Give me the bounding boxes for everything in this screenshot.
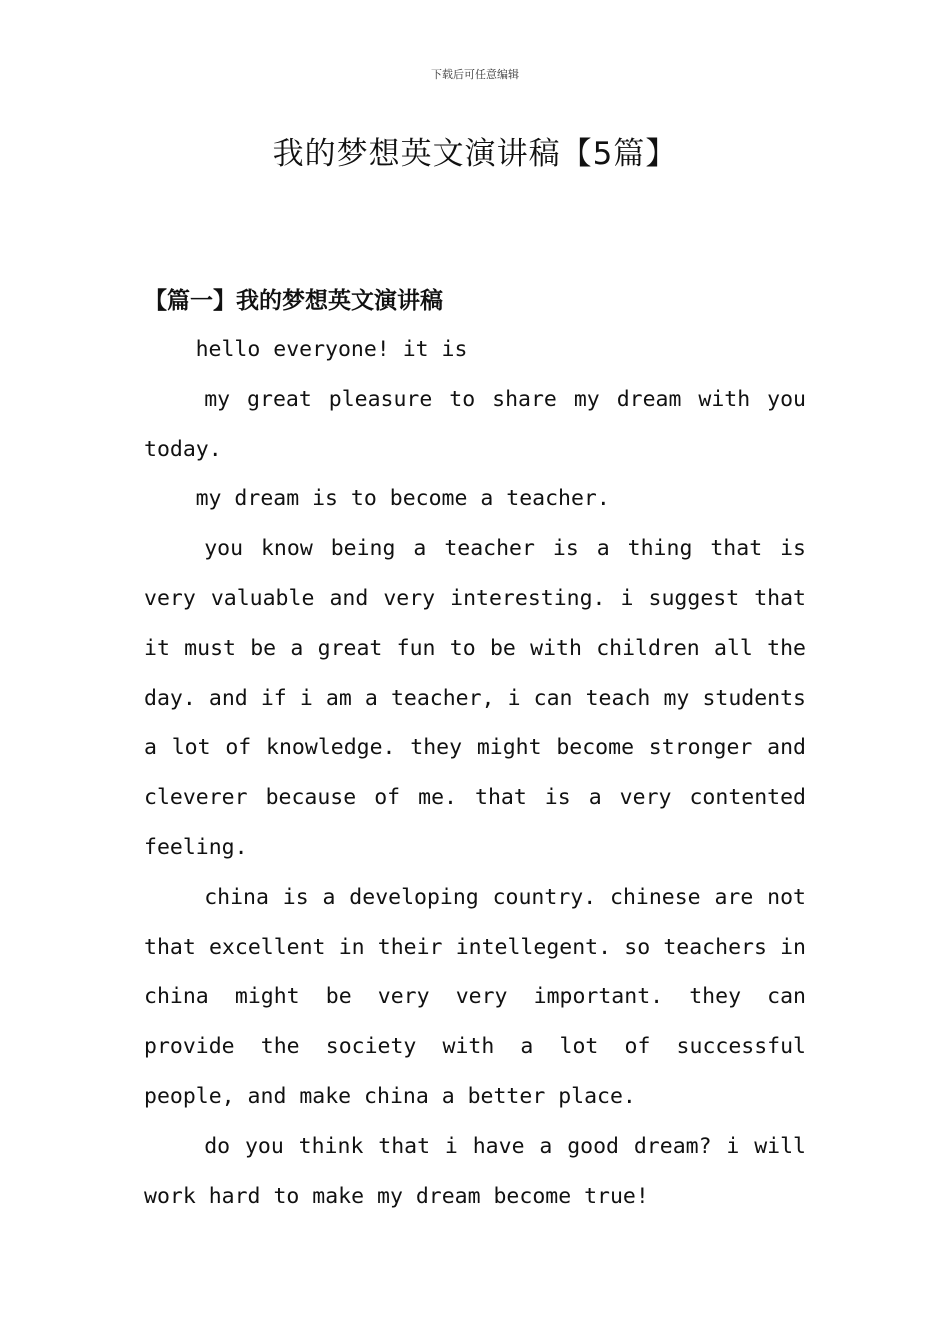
page-title: 我的梦想英文演讲稿【5篇】 xyxy=(272,136,678,172)
section-body xyxy=(144,325,806,1221)
paragraph-greeting: hello everyone! it is xyxy=(195,337,468,362)
section-heading: 【篇一】我的梦想英文演讲稿 xyxy=(144,287,443,314)
header-note: 下载后可任意编辑 xyxy=(431,68,519,81)
paragraph-pleasure: my great pleasure to share my dream with you today. xyxy=(144,386,806,462)
paragraph-dream: my dream is to become a teacher. xyxy=(195,486,610,512)
paragraph-teacher-value: you know being a teacher is a thing that is very valuable and very interesting. i suggest that it must be a great fun to be with children all the day. and if i am a teacher, i can teach my students a lot of knowledge. they might become stronger and cleverer because of me. that is a very contented feeling. xyxy=(144,536,806,860)
paragraph-closing: do you think that i have a good dream? i will work hard to make my dream become true! xyxy=(144,1133,806,1209)
paragraph-china: china is a developing country. chinese are not that excellent in their intellegent. so teachers in china might be very very important. they can provide the society with a lot of successful people, and make china a better place. xyxy=(144,884,806,1109)
